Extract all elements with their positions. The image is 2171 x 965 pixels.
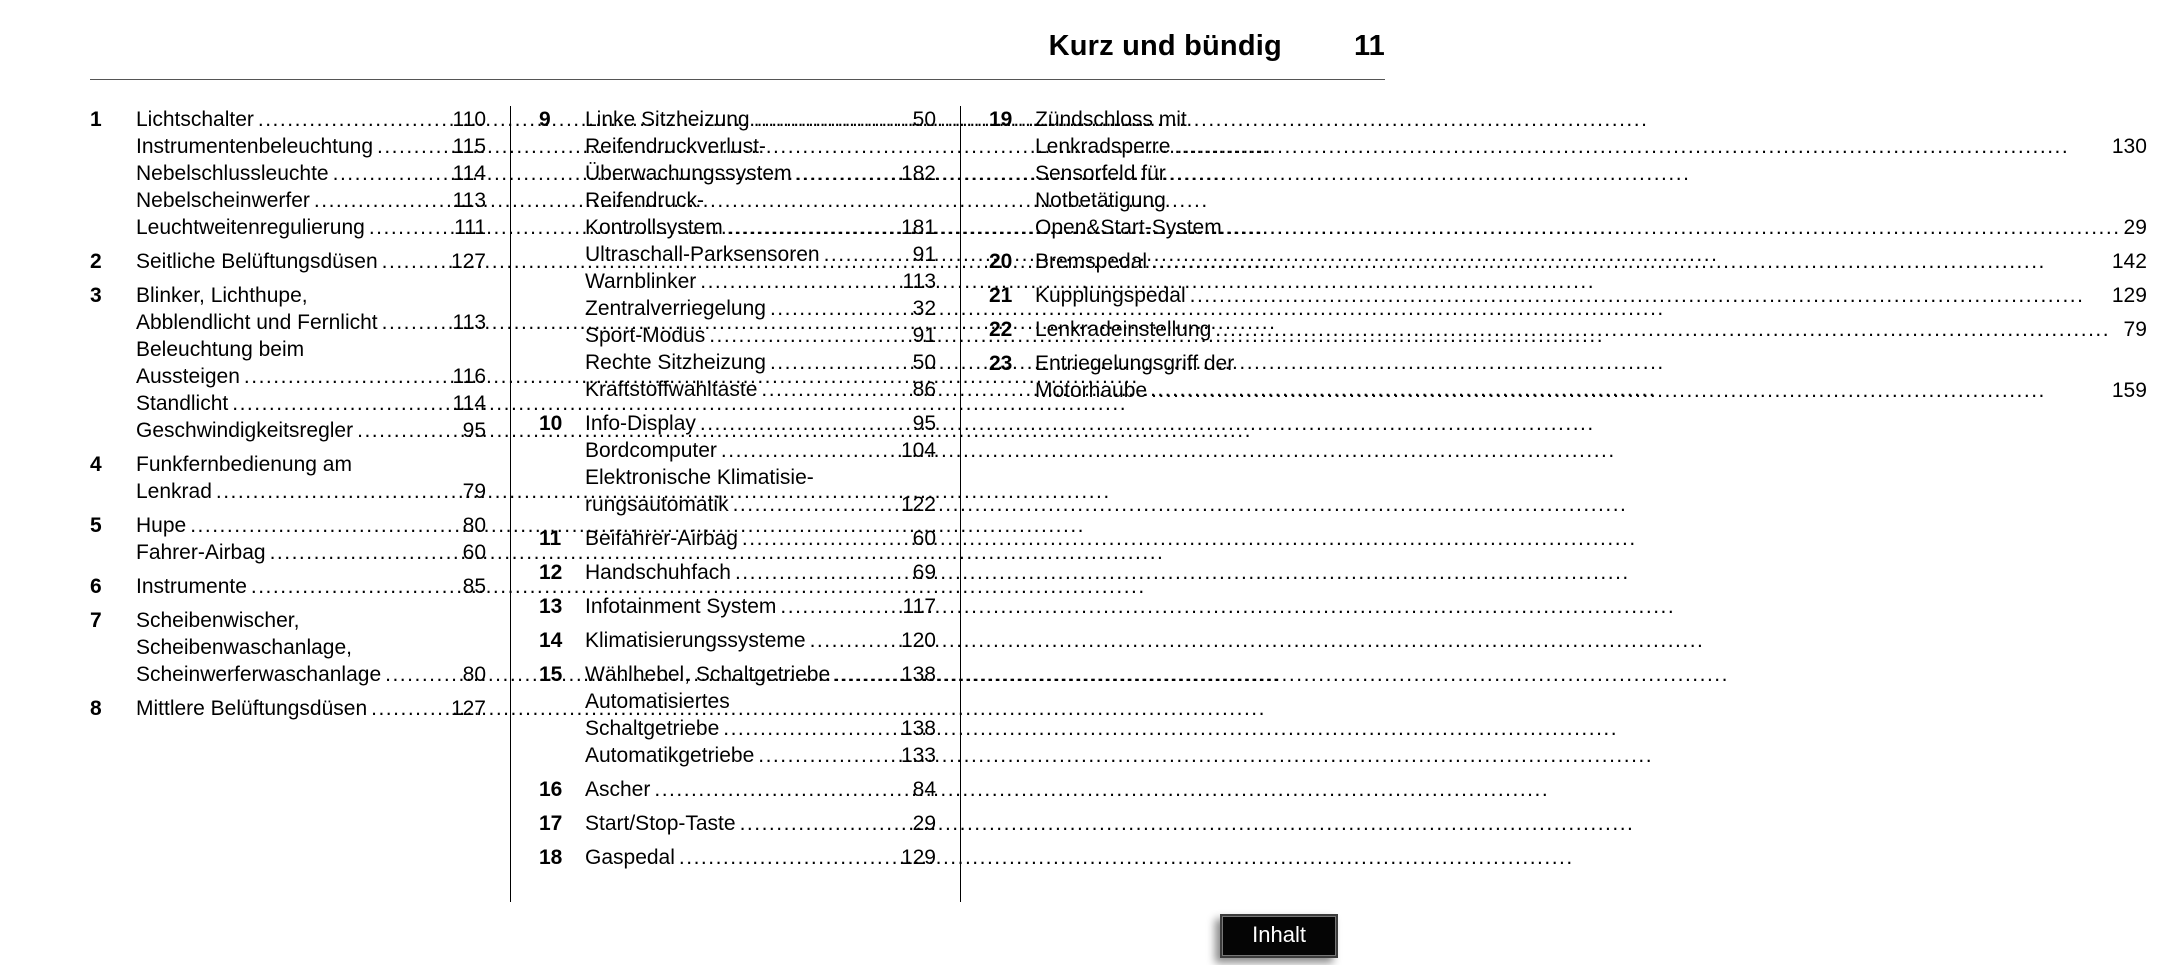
dot-leader xyxy=(740,810,910,837)
entry-page-ref: 60 xyxy=(462,541,486,564)
entry-number: 15 xyxy=(539,663,563,686)
index-entry xyxy=(539,661,936,769)
entry-line xyxy=(136,607,486,634)
entry-line xyxy=(585,106,936,133)
dot-leader xyxy=(1226,214,2121,241)
entry-text: Standlicht xyxy=(136,392,229,415)
index-entry xyxy=(90,573,486,600)
entry-text: Instrumente xyxy=(136,575,247,598)
entry-text: Open&Start-System xyxy=(1035,216,1222,239)
index-column-1 xyxy=(90,106,510,902)
entry-page-ref: 138 xyxy=(900,717,936,740)
entry-text: rungsautomatik xyxy=(585,493,729,516)
dot-leader xyxy=(733,491,898,518)
index-entry xyxy=(989,350,2147,404)
dot-leader xyxy=(758,742,898,769)
entry-text: Reifendruck- xyxy=(585,189,705,212)
entry-line xyxy=(136,661,486,688)
index-entry xyxy=(539,627,936,654)
entry-page-ref: 130 xyxy=(2111,135,2147,158)
entry-page-ref: 114 xyxy=(452,162,486,185)
index-entry xyxy=(989,106,2147,241)
entry-lines xyxy=(585,810,936,837)
dot-leader xyxy=(770,295,910,322)
entry-text: Gaspedal xyxy=(585,846,675,869)
entry-line xyxy=(1035,106,2147,133)
entry-page-ref: 113 xyxy=(452,189,486,212)
dot-leader xyxy=(244,363,450,390)
entry-number: 8 xyxy=(90,697,102,720)
dot-leader xyxy=(382,248,448,275)
entry-line xyxy=(585,437,936,464)
entry-line xyxy=(1035,377,2147,404)
entry-page-ref: 91 xyxy=(912,324,936,347)
entry-number: 4 xyxy=(90,453,102,476)
entry-text: Handschuhfach xyxy=(585,561,731,584)
entry-text: Scheibenwaschanlage, xyxy=(136,636,352,659)
entry-page-ref: 95 xyxy=(912,412,936,435)
entry-line xyxy=(585,776,936,803)
page-title: Kurz und bündig xyxy=(1048,30,1282,62)
entry-number: 23 xyxy=(989,352,1013,375)
entry-lines xyxy=(136,695,486,722)
entry-lines xyxy=(585,776,936,803)
entry-page-ref: 113 xyxy=(452,311,486,334)
entry-page-ref: 95 xyxy=(462,419,486,442)
entry-text: Lichtschalter xyxy=(136,108,254,131)
entry-text: Geschwindigkeitsregler xyxy=(136,419,354,442)
index-entry xyxy=(90,607,486,688)
entry-number: 16 xyxy=(539,778,563,801)
entry-line xyxy=(1035,214,2147,241)
dot-leader xyxy=(1190,282,2109,309)
entry-line xyxy=(136,451,486,478)
index-entry xyxy=(539,525,936,552)
entry-text: Nebelschlussleuchte xyxy=(136,162,329,185)
entry-lines xyxy=(585,559,936,586)
index-entry xyxy=(539,810,936,837)
entry-number: 20 xyxy=(989,250,1013,273)
entry-line xyxy=(585,322,936,349)
entry-number: 1 xyxy=(90,108,102,131)
dot-leader xyxy=(1215,316,2120,343)
entry-page-ref: 110 xyxy=(452,108,486,131)
entry-page-ref: 85 xyxy=(462,575,486,598)
entry-lines xyxy=(585,627,936,654)
entry-page-ref: 120 xyxy=(900,629,936,652)
entry-number: 12 xyxy=(539,561,563,584)
entry-lines xyxy=(585,410,936,518)
entry-text: Bordcomputer xyxy=(585,439,717,462)
entry-text: Info-Display xyxy=(585,412,696,435)
entry-line xyxy=(136,695,486,722)
entry-page-ref: 79 xyxy=(462,480,486,503)
entry-text: Beleuchtung beim xyxy=(136,338,305,361)
entry-line xyxy=(585,491,936,518)
index-entry xyxy=(90,451,486,505)
index-entry xyxy=(90,512,486,566)
entry-lines xyxy=(136,248,486,275)
entry-lines xyxy=(585,661,936,769)
index-entry xyxy=(989,282,2147,309)
entry-line xyxy=(585,688,936,715)
dot-leader xyxy=(314,187,450,214)
entry-line xyxy=(585,376,936,403)
entry-line xyxy=(136,336,486,363)
entry-number: 10 xyxy=(539,412,563,435)
entry-number: 17 xyxy=(539,812,563,835)
entry-text: Überwachungssystem xyxy=(585,162,792,185)
entry-text: Zündschloss mit xyxy=(1035,108,1187,131)
dot-leader xyxy=(1174,133,2108,160)
entry-line xyxy=(585,844,936,871)
entry-number: 22 xyxy=(989,318,1013,341)
entry-text: Kontrollsystem xyxy=(585,216,723,239)
dot-leader xyxy=(780,593,899,620)
entry-lines xyxy=(136,282,486,444)
entry-lines xyxy=(1035,350,2147,404)
entry-line xyxy=(585,742,936,769)
index-entry xyxy=(90,282,486,444)
index-entry xyxy=(90,248,486,275)
entry-number: 7 xyxy=(90,609,102,632)
index-entry xyxy=(989,248,2147,275)
entry-line xyxy=(136,248,486,275)
entry-text: Kraftstoffwahltaste xyxy=(585,378,758,401)
entry-page-ref: 117 xyxy=(902,595,936,618)
entry-text: Leuchtweitenregulierung xyxy=(136,216,365,239)
entry-page-ref: 50 xyxy=(912,108,936,131)
entry-line xyxy=(136,214,486,241)
entry-lines xyxy=(136,106,486,241)
entry-text: Scheinwerferwaschanlage xyxy=(136,663,382,686)
entry-line xyxy=(136,187,486,214)
dot-leader xyxy=(270,539,460,566)
index-entry xyxy=(989,316,2147,343)
dot-leader xyxy=(709,322,909,349)
entry-line xyxy=(1035,316,2147,343)
entry-page-ref: 80 xyxy=(462,514,486,537)
entry-text: Funkfernbedienung am xyxy=(136,453,352,476)
index-entry xyxy=(539,844,936,871)
entry-page-ref: 29 xyxy=(912,812,936,835)
entry-page-ref: 91 xyxy=(912,243,936,266)
dot-leader xyxy=(761,376,909,403)
manual-page xyxy=(90,0,2147,965)
entry-line xyxy=(585,810,936,837)
entry-lines xyxy=(585,844,936,871)
entry-page-ref: 129 xyxy=(2111,284,2147,307)
dot-leader xyxy=(834,661,898,688)
dot-leader xyxy=(369,214,451,241)
entry-number: 9 xyxy=(539,108,551,131)
entry-page-ref: 50 xyxy=(912,351,936,374)
entry-page-ref: 133 xyxy=(900,744,936,767)
entry-page-ref: 122 xyxy=(900,493,936,516)
entry-text: Ultraschall-Parksensoren xyxy=(585,243,820,266)
entry-line xyxy=(136,106,486,133)
entry-line xyxy=(136,573,486,600)
entry-text: Instrumentenbeleuchtung xyxy=(136,135,373,158)
entry-page-ref: 115 xyxy=(452,135,486,158)
entry-line xyxy=(585,627,936,654)
entry-text: Automatikgetriebe xyxy=(585,744,755,767)
entry-number: 3 xyxy=(90,284,102,307)
dot-leader xyxy=(333,160,450,187)
entry-line xyxy=(136,512,486,539)
entry-line xyxy=(136,478,486,505)
dot-leader xyxy=(377,133,450,160)
entry-number: 14 xyxy=(539,629,563,652)
entry-page-ref: 127 xyxy=(450,250,486,273)
dot-leader xyxy=(810,627,898,654)
dot-leader xyxy=(382,309,450,336)
entry-page-ref: 159 xyxy=(2111,379,2147,402)
index-entry xyxy=(90,695,486,722)
entry-text: Schaltgetriebe xyxy=(585,717,720,740)
index-entry xyxy=(539,410,936,518)
entry-lines xyxy=(1035,316,2147,343)
entry-number: 13 xyxy=(539,595,563,618)
entry-text: Linke Sitzheizung xyxy=(585,108,750,131)
entry-line xyxy=(1035,187,2147,214)
index-column-2 xyxy=(510,106,960,902)
entry-text: Sensorfeld für xyxy=(1035,162,1166,185)
entry-number: 11 xyxy=(539,527,562,550)
entry-page-ref: 142 xyxy=(2111,250,2147,273)
dot-leader xyxy=(258,106,450,133)
entry-page-ref: 116 xyxy=(452,365,486,388)
entry-line xyxy=(136,539,486,566)
entry-text: Zentralverriegelung xyxy=(585,297,766,320)
header-rule xyxy=(90,79,1385,80)
entry-text: Beifahrer-Airbag xyxy=(585,527,738,550)
dot-leader xyxy=(385,661,460,688)
entry-number: 18 xyxy=(539,846,563,869)
index-entry xyxy=(90,106,486,241)
entry-page-ref: 104 xyxy=(900,439,936,462)
entry-page-ref: 80 xyxy=(462,663,486,686)
entry-page-ref: 69 xyxy=(912,561,936,584)
entry-text: Seitliche Belüftungsdüsen xyxy=(136,250,378,273)
entry-number: 21 xyxy=(989,284,1013,307)
entry-text: Ascher xyxy=(585,778,651,801)
dot-leader xyxy=(190,512,459,539)
entry-line xyxy=(585,133,936,160)
entry-line xyxy=(136,417,486,444)
entry-text: Lenkrad xyxy=(136,480,212,503)
entry-text: Motorhaube xyxy=(1035,379,1148,402)
dot-leader xyxy=(754,106,910,133)
entry-line xyxy=(585,410,936,437)
entry-page-ref: 60 xyxy=(912,527,936,550)
entry-page-ref: 79 xyxy=(2123,318,2147,341)
inhalt-button[interactable]: Inhalt xyxy=(1220,914,1338,958)
entry-line xyxy=(585,349,936,376)
index-columns xyxy=(90,106,2147,902)
dot-leader xyxy=(770,349,910,376)
entry-text: Infotainment System xyxy=(585,595,777,618)
entry-page-ref: 84 xyxy=(912,778,936,801)
entry-line xyxy=(585,268,936,295)
entry-line xyxy=(136,390,486,417)
entry-text: Reifendruckverlust- xyxy=(585,135,766,158)
dot-leader xyxy=(679,844,898,871)
entry-lines xyxy=(1035,282,2147,309)
dot-leader xyxy=(251,573,460,600)
entry-line xyxy=(136,309,486,336)
dot-leader xyxy=(742,525,910,552)
dot-leader xyxy=(796,160,898,187)
entry-line xyxy=(136,363,486,390)
entry-line xyxy=(585,559,936,586)
entry-lines xyxy=(585,525,936,552)
entry-line xyxy=(136,133,486,160)
dot-leader xyxy=(232,390,449,417)
entry-line xyxy=(585,593,936,620)
index-entry xyxy=(539,559,936,586)
entry-text: Sport-Modus xyxy=(585,324,706,347)
entry-text: Rechte Sitzheizung xyxy=(585,351,766,374)
dot-leader xyxy=(824,241,910,268)
page-number: 11 xyxy=(1353,30,1385,62)
entry-text: Aussteigen xyxy=(136,365,240,388)
entry-lines xyxy=(136,451,486,505)
entry-line xyxy=(585,160,936,187)
entry-text: Abblendlicht und Fernlicht xyxy=(136,311,378,334)
entry-text: Wählhebel, Schaltgetriebe xyxy=(585,663,831,686)
entry-line xyxy=(136,160,486,187)
entry-text: Mittlere Belüftungsdüsen xyxy=(136,697,368,720)
entry-text: Notbetätigung xyxy=(1035,189,1166,212)
entry-text: Hupe xyxy=(136,514,187,537)
entry-lines xyxy=(136,512,486,566)
entry-page-ref: 181 xyxy=(900,216,936,239)
dot-leader xyxy=(735,559,910,586)
entry-text: Elektronische Klimatisie- xyxy=(585,466,814,489)
entry-line xyxy=(585,661,936,688)
entry-text: Scheibenwischer, xyxy=(136,609,300,632)
entry-text: Lenkradsperre xyxy=(1035,135,1171,158)
index-column-3 xyxy=(960,106,2171,902)
entry-line xyxy=(585,525,936,552)
entry-lines xyxy=(136,573,486,600)
entry-lines xyxy=(585,106,936,403)
dot-leader xyxy=(1151,377,2109,404)
dot-leader xyxy=(1151,248,2109,275)
entry-line xyxy=(1035,160,2147,187)
entry-line xyxy=(585,241,936,268)
entry-number: 2 xyxy=(90,250,102,273)
dot-leader xyxy=(216,478,460,505)
entry-line xyxy=(136,282,486,309)
dot-leader xyxy=(654,776,909,803)
entry-page-ref: 113 xyxy=(902,270,936,293)
entry-lines xyxy=(136,607,486,688)
dot-leader xyxy=(721,437,898,464)
entry-page-ref: 127 xyxy=(450,697,486,720)
entry-line xyxy=(585,214,936,241)
entry-lines xyxy=(1035,248,2147,275)
entry-page-ref: 29 xyxy=(2123,216,2147,239)
entry-text: Blinker, Lichthupe, xyxy=(136,284,308,307)
entry-lines xyxy=(1035,106,2147,241)
index-entry xyxy=(539,593,936,620)
dot-leader xyxy=(700,410,910,437)
entry-lines xyxy=(585,593,936,620)
dot-leader xyxy=(371,695,448,722)
dot-leader xyxy=(727,214,898,241)
entry-page-ref: 111 xyxy=(454,216,486,239)
entry-text: Warnblinker xyxy=(585,270,697,293)
entry-text: Fahrer-Airbag xyxy=(136,541,266,564)
entry-page-ref: 32 xyxy=(912,297,936,320)
entry-page-ref: 182 xyxy=(900,162,936,185)
entry-text: Klimatisierungssysteme xyxy=(585,629,806,652)
entry-number: 5 xyxy=(90,514,102,537)
entry-text: Start/Stop-Taste xyxy=(585,812,736,835)
index-entry xyxy=(539,776,936,803)
entry-text: Bremspedal xyxy=(1035,250,1148,273)
entry-text: Nebelscheinwerfer xyxy=(136,189,310,212)
entry-page-ref: 86 xyxy=(912,378,936,401)
entry-text: Entriegelungsgriff der xyxy=(1035,352,1235,375)
entry-line xyxy=(585,715,936,742)
entry-page-ref: 129 xyxy=(900,846,936,869)
dot-leader xyxy=(700,268,899,295)
entry-text: Lenkradeinstellung xyxy=(1035,318,1212,341)
entry-line xyxy=(1035,282,2147,309)
entry-number: 6 xyxy=(90,575,102,598)
entry-text: Kupplungspedal xyxy=(1035,284,1186,307)
entry-line xyxy=(136,634,486,661)
entry-line xyxy=(1035,248,2147,275)
dot-leader xyxy=(357,417,460,444)
entry-page-ref: 138 xyxy=(900,663,936,686)
entry-line xyxy=(585,187,936,214)
entry-line xyxy=(585,295,936,322)
entry-line xyxy=(1035,350,2147,377)
index-entry xyxy=(539,106,936,403)
entry-line xyxy=(585,464,936,491)
entry-page-ref: 114 xyxy=(452,392,486,415)
entry-number: 19 xyxy=(989,108,1013,131)
entry-text: Automatisiertes xyxy=(585,690,730,713)
entry-line xyxy=(1035,133,2147,160)
dot-leader xyxy=(723,715,898,742)
page-header xyxy=(90,0,1385,63)
